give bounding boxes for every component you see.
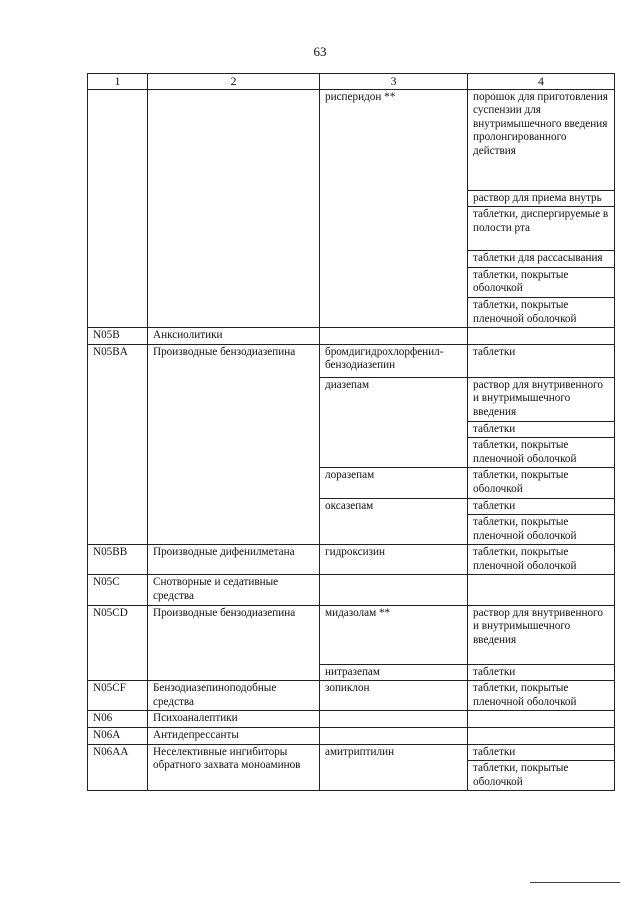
drug-name-cell [320, 728, 468, 745]
dosage-form-cell: таблетки [468, 744, 615, 761]
drug-name-cell: диазепам [320, 377, 468, 468]
dosage-form-cell: таблетки, покрытые пленочной оболочкой [468, 297, 615, 327]
drug-name-cell [320, 711, 468, 728]
group-name-cell: Производные бензодиазепина [148, 605, 320, 681]
group-name-cell: Неселективные ингибиторы обратного захвата моноаминов [148, 744, 320, 791]
group-name-cell: Антидепрессанты [148, 728, 320, 745]
drug-name-cell: зопиклон [320, 681, 468, 711]
atc-code-cell [88, 89, 148, 328]
dosage-form-cell: таблетки, покрытые пленочной оболочкой [468, 681, 615, 711]
dosage-form-cell [468, 711, 615, 728]
dosage-form-cell: таблетки [468, 421, 615, 438]
table-row [88, 575, 615, 605]
dosage-form-cell: таблетки, покрытые оболочкой [468, 267, 615, 297]
table-row [88, 545, 615, 575]
atc-code-cell: N05B [88, 328, 148, 345]
table-row [88, 728, 615, 745]
group-name-cell: Снотворные и седативные средства [148, 575, 320, 605]
drug-name-cell: мидазолам ** [320, 605, 468, 664]
table-header-row [88, 74, 615, 90]
dosage-form-cell: таблетки, покрытые оболочкой [468, 761, 615, 791]
dosage-form-cell [468, 328, 615, 345]
drug-name-cell: нитразепам [320, 664, 468, 681]
group-name-cell [148, 89, 320, 328]
bottom-rule [530, 882, 620, 883]
dosage-form-cell: таблетки [468, 498, 615, 515]
page-number: 63 [313, 44, 327, 59]
dosage-form-cell: таблетки [468, 664, 615, 681]
table-row [88, 328, 615, 345]
group-name-cell: Производные дифенилметана [148, 545, 320, 575]
column-header: 3 [320, 74, 468, 90]
dosage-form-cell: раствор для приема внутрь [468, 190, 615, 207]
dosage-form-cell: таблетки для рассасывания [468, 251, 615, 268]
column-header: 2 [148, 74, 320, 90]
dosage-form-cell: таблетки [468, 344, 615, 377]
table-row [88, 711, 615, 728]
dosage-form-cell: раствор для внутривенного и внутримышечного введения [468, 377, 615, 421]
table-row [88, 344, 615, 377]
atc-code-cell: N06 [88, 711, 148, 728]
drug-name-cell: амитриптилин [320, 744, 468, 791]
dosage-form-cell: таблетки, диспергируемые в полости рта [468, 207, 615, 251]
dosage-form-cell: таблетки, покрытые пленочной оболочкой [468, 545, 615, 575]
dosage-form-cell: таблетки, покрытые оболочкой [468, 468, 615, 498]
table-row [88, 681, 615, 711]
table-row [88, 744, 615, 761]
group-name-cell: Производные бензодиазепина [148, 344, 320, 545]
drug-name-cell: гидроксизин [320, 545, 468, 575]
column-header: 1 [88, 74, 148, 90]
table-row [88, 605, 615, 664]
drug-name-cell [320, 575, 468, 605]
table-row [88, 89, 615, 190]
dosage-form-cell: раствор для внутривенного и внутримышечного введения [468, 605, 615, 664]
atc-code-cell: N06A [88, 728, 148, 745]
dosage-form-cell [468, 728, 615, 745]
drug-name-cell: рисперидон ** [320, 89, 468, 328]
group-name-cell: Бензодиазепиноподобные средства [148, 681, 320, 711]
column-header: 4 [468, 74, 615, 90]
drug-name-cell: лоразепам [320, 468, 468, 498]
drug-name-cell [320, 328, 468, 345]
atc-code-cell: N05BB [88, 545, 148, 575]
drug-name-cell: оксазепам [320, 498, 468, 545]
group-name-cell: Психоаналептики [148, 711, 320, 728]
group-name-cell: Анксиолитики [148, 328, 320, 345]
atc-code-cell: N05BA [88, 344, 148, 545]
drug-name-cell: бромдигидрохлорфенил-бензодиазепин [320, 344, 468, 377]
atc-code-cell: N05C [88, 575, 148, 605]
dosage-form-cell: таблетки, покрытые пленочной оболочкой [468, 515, 615, 545]
dosage-form-cell: порошок для приготовления суспензии для внутримышечного введения пролонгированного действия [468, 89, 615, 190]
atc-code-cell: N05CD [88, 605, 148, 681]
atc-code-cell: N05CF [88, 681, 148, 711]
dosage-form-cell: таблетки, покрытые пленочной оболочкой [468, 438, 615, 468]
atc-code-cell: N06AA [88, 744, 148, 791]
dosage-form-cell [468, 575, 615, 605]
drug-table [87, 73, 615, 791]
